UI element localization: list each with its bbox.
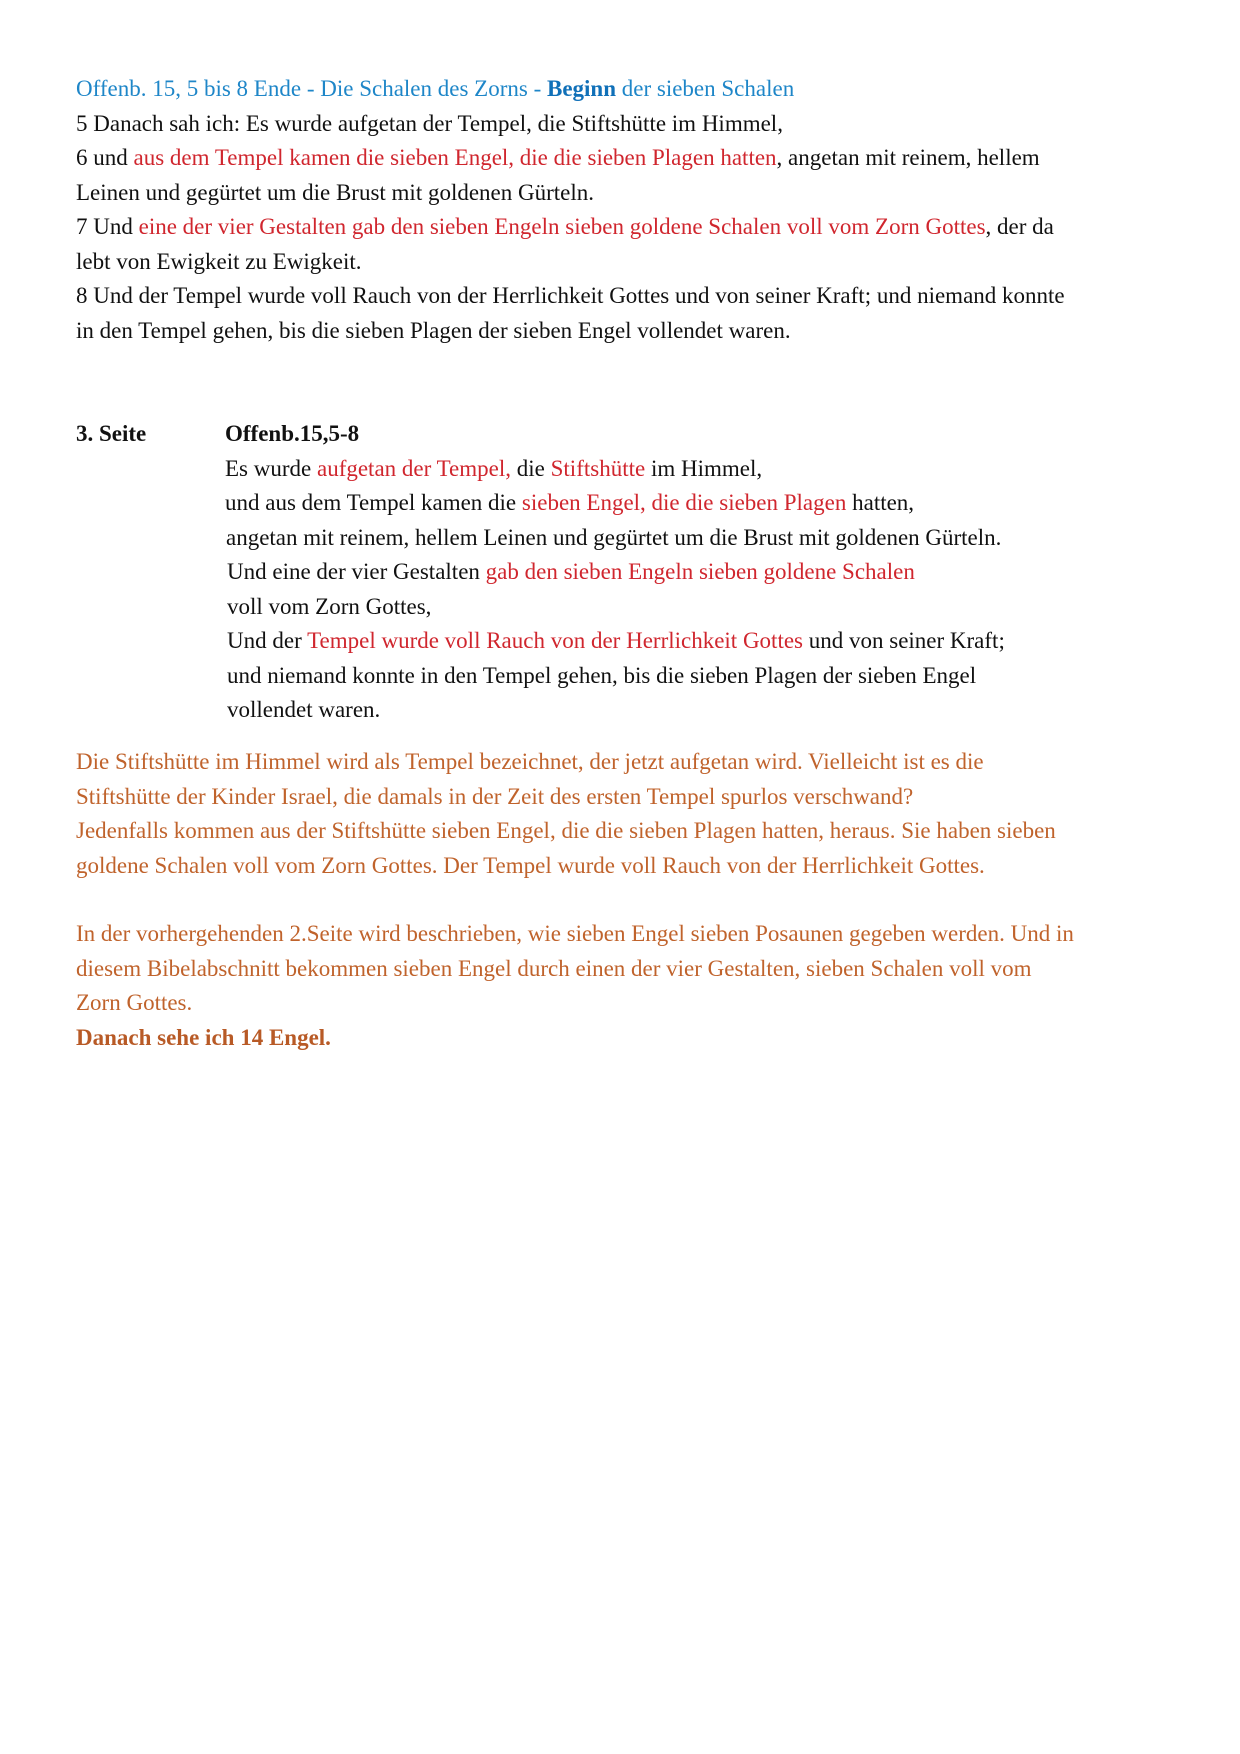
- seite-line-7: und niemand konnte in den Tempel gehen, bis die sieben Plagen der sieben Engel: [227, 662, 977, 688]
- commentary-2-line-2: diesem Bibelabschnitt bekommen sieben Engel durch einen der vier Gestalten, sieben Schalen voll vom: [76, 955, 1032, 981]
- seite-line-2: und aus dem Tempel kamen die sieben Engel, die die sieben Plagen hatten,: [225, 490, 915, 515]
- seite-line-8: vollendet waren.: [227, 697, 381, 722]
- page-3-section: [76, 417, 1176, 727]
- commentary-1-line-4: goldene Schalen voll vom Zorn Gottes. Der Tempel wurde voll Rauch von der Herrlichkeit Gottes.: [76, 852, 985, 878]
- seite-line-1: Es wurde aufgetan der Tempel, die Stiftshütte im Himmel,: [225, 455, 763, 481]
- verse-7-continued: lebt von Ewigkeit zu Ewigkeit.: [76, 248, 362, 274]
- heading-text: Offenb. 15, 5 bis 8 Ende - Die Schalen des Zorns -: [76, 76, 547, 101]
- document-page: [76, 72, 1176, 1055]
- commentary-2-line-1: In der vorhergehenden 2.Seite wird beschrieben, wie sieben Engel sieben Posaunen gegeben werden. Und in: [76, 921, 1074, 946]
- verse-8-continued: in den Tempel gehen, bis die sieben Plagen der sieben Engel vollendet waren.: [76, 317, 791, 343]
- verse-7: 7 Und eine der vier Gestalten gab den sieben Engeln sieben goldene Schalen voll vom Zorn Gottes, der da: [76, 214, 1054, 239]
- verse-6-continued: Leinen und gegürtet um die Brust mit goldenen Gürteln.: [76, 179, 595, 205]
- commentary-2-line-3: Zorn Gottes.: [76, 990, 193, 1015]
- conclusion: Danach sehe ich 14 Engel.: [76, 1024, 331, 1050]
- commentary-1: [76, 745, 1176, 883]
- seite-reference: Offenb.15,5-8: [225, 421, 360, 446]
- verse-6-highlight: aus dem Tempel kamen die sieben Engel, die die sieben Plagen hatten: [133, 145, 777, 170]
- verse-8: 8 Und der Tempel wurde voll Rauch von der Herrlichkeit Gottes und von seiner Kraft; und niemand konnte: [76, 283, 1065, 308]
- heading-bold-text: Beginn: [546, 76, 617, 101]
- verse-6: 6 und aus dem Tempel kamen die sieben Engel, die die sieben Plagen hatten, angetan mit reinem, hellem: [76, 145, 1040, 170]
- commentary-1-line-2: Stiftshütte der Kinder Israel, die damals in der Zeit des ersten Tempel spurlos verschwand?: [76, 783, 914, 809]
- section-heading: [76, 72, 1176, 107]
- seite-body: [225, 417, 1005, 728]
- bible-verses: [76, 107, 1176, 349]
- seite-line-3: angetan mit reinem, hellem Leinen und gegürtet um die Brust mit goldenen Gürteln.: [226, 524, 1002, 550]
- commentary-2: [76, 917, 1176, 1055]
- seite-line-5: voll vom Zorn Gottes,: [227, 593, 432, 619]
- commentary-1-line-1: Die Stiftshütte im Himmel wird als Tempel bezeichnet, der jetzt aufgetan wird. Vielleicht ist es die: [76, 749, 984, 774]
- verse-7-highlight: eine der vier Gestalten gab den sieben Engeln sieben goldene Schalen voll vom Zorn Gottes: [138, 214, 986, 239]
- seite-line-6: Und der Tempel wurde voll Rauch von der Herrlichkeit Gottes und von seiner Kraft;: [227, 628, 1005, 653]
- heading-text-end: der sieben Schalen: [616, 76, 795, 101]
- seite-line-4: Und eine der vier Gestalten gab den sieben Engeln sieben goldene Schalen: [227, 559, 915, 584]
- seite-label: 3. Seite: [76, 421, 147, 446]
- commentary-1-line-3: Jedenfalls kommen aus der Stiftshütte sieben Engel, die die sieben Plagen hatten, heraus. Sie haben sieben: [76, 818, 1056, 843]
- verse-5: 5 Danach sah ich: Es wurde aufgetan der Tempel, die Stiftshütte im Himmel,: [76, 110, 783, 136]
